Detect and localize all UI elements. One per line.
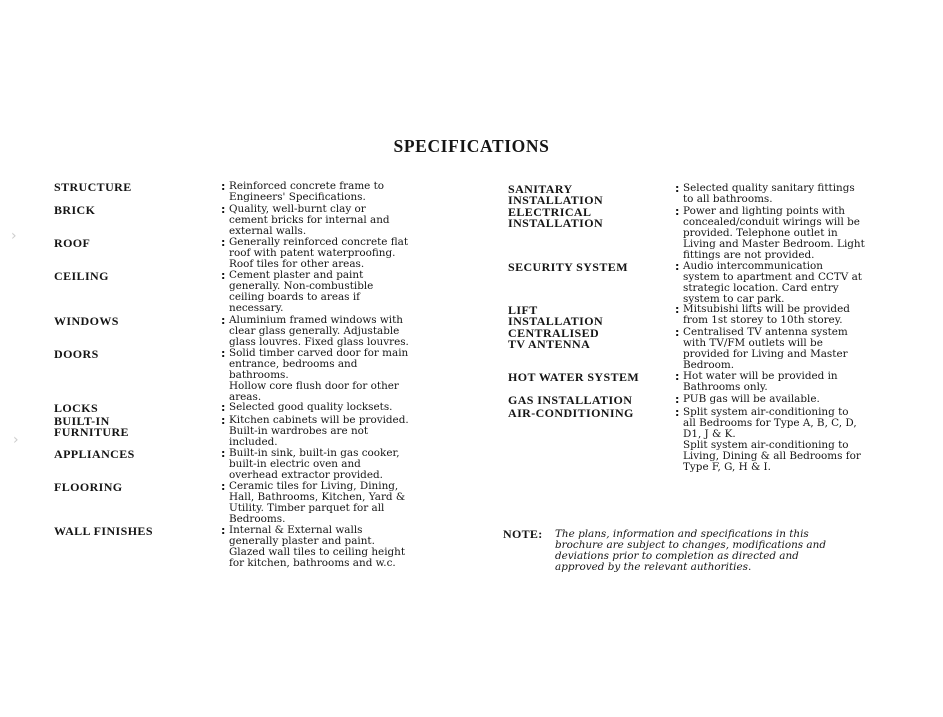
spec-description-line: Hot water will be provided in	[683, 370, 838, 382]
spec-label	[508, 206, 675, 229]
spec-description-line: entrance, bedrooms and	[229, 358, 358, 370]
spec-description	[229, 448, 474, 481]
spec-description	[229, 204, 474, 237]
spec-description-line: concealed/conduit wirings will be	[683, 216, 860, 228]
spec-description-line: Roof tiles for other areas.	[229, 258, 365, 270]
spec-description-line: Engineers' Specifications.	[229, 191, 366, 203]
spec-label-line: TV ANTENNA	[508, 337, 591, 351]
spec-label	[54, 448, 221, 460]
note-line: brochure are subject to changes, modifications and	[555, 539, 826, 551]
spec-description-line: Power and lighting points with	[683, 205, 845, 217]
spec-description-line: Ceramic tiles for Living, Dining,	[229, 480, 399, 492]
spec-description-line: Hollow core flush door for other	[229, 380, 399, 392]
spec-description-line: Aluminium framed windows with	[229, 314, 403, 326]
spec-description-line: Utility. Timber parquet for all	[229, 502, 385, 514]
spec-description-line: Solid timber carved door for main	[229, 347, 409, 359]
spec-description-line: Split system air-conditioning to	[683, 439, 849, 451]
spec-colon: :	[675, 393, 680, 406]
spec-row	[508, 327, 928, 371]
spec-description-line: Type F, G, H & I.	[683, 461, 771, 473]
spec-label-line: DOORS	[54, 347, 99, 361]
scan-mark: ›	[11, 228, 17, 244]
spec-description-line: Bedrooms.	[229, 513, 286, 525]
spec-description-line: built-in electric oven and	[229, 458, 361, 470]
spec-label-line: ELECTRICAL	[508, 205, 592, 219]
spec-description	[229, 181, 474, 203]
spec-label-line: FURNITURE	[54, 425, 129, 439]
spec-label-line: INSTALLATION	[508, 193, 604, 207]
spec-label-line: WALL FINISHES	[54, 524, 153, 538]
spec-colon: :	[221, 236, 226, 249]
spec-label	[508, 304, 675, 327]
spec-colon: :	[221, 314, 226, 327]
spec-description-line: necessary.	[229, 302, 284, 314]
spec-description-line: Audio intercommunication	[683, 260, 823, 272]
spec-row	[508, 183, 928, 206]
spec-label-line: BRICK	[54, 203, 96, 217]
spec-label	[54, 204, 221, 216]
spec-label	[508, 327, 675, 350]
spec-description-line: bathrooms.	[229, 369, 289, 381]
spec-label	[508, 407, 675, 419]
spec-label	[508, 394, 675, 406]
spec-colon: :	[675, 370, 680, 383]
spec-description-line: Quality, well-burnt clay or	[229, 203, 366, 215]
spec-description-line: cement bricks for internal and	[229, 214, 390, 226]
spec-description-line: PUB gas will be available.	[683, 393, 820, 405]
spec-description-line: from 1st storey to 10th storey.	[683, 314, 843, 326]
spec-description	[683, 304, 928, 326]
spec-label-line: CENTRALISED	[508, 326, 600, 340]
spec-colon: :	[221, 180, 226, 193]
spec-label-line: ROOF	[54, 236, 91, 250]
spec-colon: :	[675, 260, 680, 273]
spec-description-line: with TV/FM outlets will be	[683, 337, 823, 349]
spec-description-line: external walls.	[229, 225, 307, 237]
spec-description-line: Kitchen cabinets will be provided.	[229, 414, 409, 426]
spec-description-line: system to car park.	[683, 293, 785, 305]
spec-description-line: system to apartment and CCTV at	[683, 271, 862, 283]
spec-description-line: Living, Dining & all Bedrooms for	[683, 450, 861, 462]
spec-description-line: Selected good quality locksets.	[229, 401, 393, 413]
spec-description-line: provided. Telephone outlet in	[683, 227, 838, 239]
spec-description	[683, 261, 928, 305]
spec-description-line: provided for Living and Master	[683, 348, 848, 360]
spec-description	[229, 237, 474, 270]
spec-description-line: overhead extractor provided.	[229, 469, 383, 481]
spec-description-line: Generally reinforced concrete flat	[229, 236, 409, 248]
spec-row	[508, 371, 928, 393]
spec-label-line: SECURITY SYSTEM	[508, 260, 628, 274]
spec-description-line: Built-in sink, built-in gas cooker,	[229, 447, 400, 459]
spec-label-line: HOT WATER SYSTEM	[508, 370, 640, 384]
spec-description-line: Mitsubishi lifts will be provided	[683, 303, 850, 315]
spec-colon: :	[221, 447, 226, 460]
spec-description-line: Bathrooms only.	[683, 381, 768, 393]
spec-description-line: Built-in wardrobes are not	[229, 425, 369, 437]
spec-description-line: ceiling boards to areas if	[229, 291, 360, 303]
spec-label	[508, 261, 675, 273]
spec-row	[54, 181, 474, 203]
spec-label	[54, 525, 221, 537]
spec-colon: :	[221, 347, 226, 360]
spec-description	[683, 206, 928, 261]
spec-colon: :	[675, 205, 680, 218]
spec-description-line: Reinforced concrete frame to	[229, 180, 385, 192]
page-title: SPECIFICATIONS	[393, 136, 550, 156]
spec-description-line: glass louvres. Fixed glass louvres.	[229, 336, 409, 348]
spec-description	[229, 525, 474, 569]
spec-description-line: Bedroom.	[683, 359, 735, 371]
spec-description-line: Living and Master Bedroom. Light	[683, 238, 865, 250]
spec-description-line: fittings are not provided.	[683, 249, 815, 261]
spec-label	[54, 348, 221, 360]
spec-row	[508, 206, 928, 261]
spec-colon: :	[221, 269, 226, 282]
spec-label	[508, 183, 675, 206]
spec-description	[229, 402, 474, 413]
spec-label	[54, 181, 221, 193]
spec-label-line: WINDOWS	[54, 314, 119, 328]
spec-row	[54, 402, 474, 414]
spec-description	[229, 315, 474, 348]
spec-label-line: INSTALLATION	[508, 216, 604, 230]
spec-label-line: STRUCTURE	[54, 180, 132, 194]
note-line: The plans, information and specifications in this	[555, 528, 809, 540]
spec-description-line: strategic location. Card entry	[683, 282, 839, 294]
spec-colon: :	[675, 303, 680, 316]
spec-description-line: Cement plaster and paint	[229, 269, 364, 281]
spec-label-line: BUILT-IN	[54, 414, 110, 428]
spec-description	[683, 407, 928, 473]
spec-colon: :	[675, 182, 680, 195]
spec-row	[508, 261, 928, 305]
spec-row	[54, 525, 474, 569]
note-line: approved by the relevant authorities.	[555, 561, 752, 573]
scan-mark: ›	[13, 432, 19, 448]
spec-label-line: GAS INSTALLATION	[508, 393, 633, 407]
spec-description	[229, 270, 474, 314]
spec-description-line: included.	[229, 436, 278, 448]
spec-description-line: Selected quality sanitary fittings	[683, 182, 855, 194]
spec-description-line: to all bathrooms.	[683, 193, 773, 205]
spec-label-line: APPLIANCES	[54, 447, 135, 461]
spec-description	[683, 371, 928, 393]
spec-colon: :	[221, 414, 226, 427]
spec-colon: :	[221, 401, 226, 414]
spec-description-line: D1, J & K.	[683, 428, 736, 440]
spec-row	[508, 304, 928, 327]
spec-colon: :	[221, 203, 226, 216]
spec-row	[54, 270, 474, 314]
spec-label-line: LIFT	[508, 303, 538, 317]
note-line: deviations prior to completion as directed and	[555, 550, 799, 562]
spec-description-line: for kitchen, bathrooms and w.c.	[229, 557, 396, 569]
spec-colon: :	[221, 480, 226, 493]
spec-description	[229, 481, 474, 525]
spec-label	[508, 371, 675, 383]
note-label: NOTE:	[503, 527, 543, 541]
spec-description-line: clear glass generally. Adjustable	[229, 325, 400, 337]
spec-description-line: Glazed wall tiles to ceiling height	[229, 546, 406, 558]
spec-label-line: SANITARY	[508, 182, 573, 196]
spec-colon: :	[675, 326, 680, 339]
spec-description-line: Split system air-conditioning to	[683, 406, 849, 418]
spec-label	[54, 270, 221, 282]
spec-label	[54, 481, 221, 493]
note	[503, 529, 826, 573]
spec-row	[54, 415, 474, 448]
spec-label-line: LOCKS	[54, 401, 99, 415]
spec-label	[54, 415, 221, 438]
spec-row	[54, 237, 474, 270]
spec-row	[54, 315, 474, 348]
spec-label	[54, 402, 221, 414]
spec-label	[54, 237, 221, 249]
spec-row	[54, 348, 474, 403]
spec-description	[229, 348, 474, 403]
spec-label-line: AIR-CONDITIONING	[508, 406, 634, 420]
spec-label-line: FLOORING	[54, 480, 123, 494]
spec-description	[683, 183, 928, 205]
spec-description	[683, 327, 928, 371]
spec-row	[508, 407, 928, 473]
spec-row	[54, 481, 474, 525]
spec-description	[229, 415, 474, 448]
spec-description-line: Hall, Bathrooms, Kitchen, Yard &	[229, 491, 406, 503]
spec-description-line: generally. Non-combustible	[229, 280, 374, 292]
spec-description-line: roof with patent waterproofing.	[229, 247, 396, 259]
spec-label-line: CEILING	[54, 269, 109, 283]
spec-description-line: areas.	[229, 391, 262, 403]
spec-colon: :	[221, 524, 226, 537]
note-text	[555, 529, 826, 573]
spec-label-line: INSTALLATION	[508, 314, 604, 328]
spec-description-line: generally plaster and paint.	[229, 535, 375, 547]
spec-row	[54, 204, 474, 237]
spec-row	[54, 448, 474, 481]
spec-colon: :	[675, 406, 680, 419]
spec-label	[54, 315, 221, 327]
spec-description-line: Centralised TV antenna system	[683, 326, 848, 338]
spec-description	[683, 394, 928, 405]
spec-description-line: Internal & External walls	[229, 524, 363, 536]
spec-description-line: all Bedrooms for Type A, B, C, D,	[683, 417, 857, 429]
spec-row	[508, 394, 928, 406]
